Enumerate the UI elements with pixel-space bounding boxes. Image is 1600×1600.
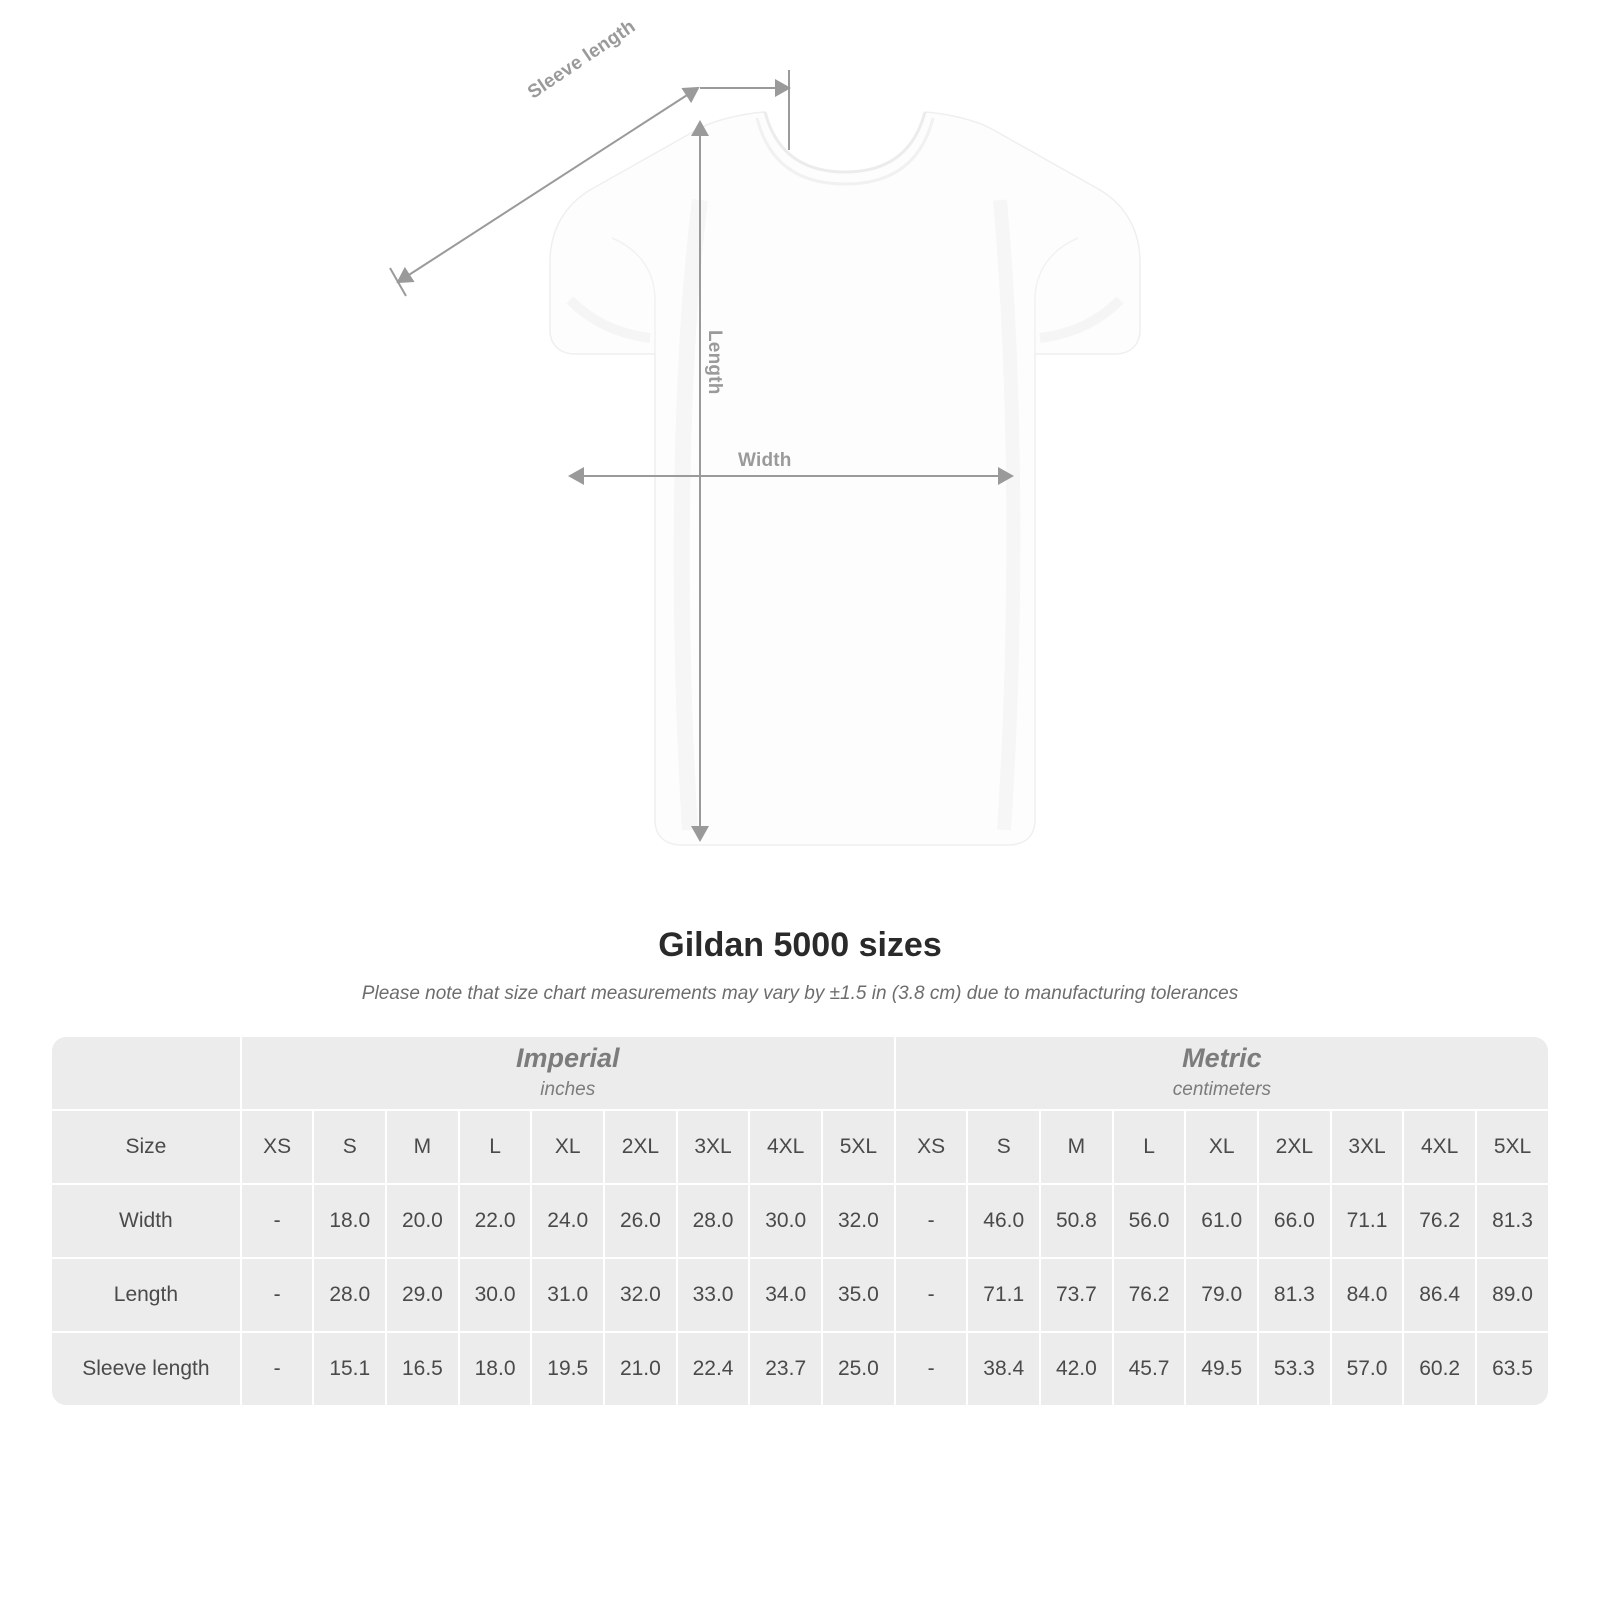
cell-width-metric-s: 46.0 bbox=[968, 1185, 1039, 1257]
cell-length-imperial-3xl: 33.0 bbox=[678, 1259, 749, 1331]
metric-title: Metric bbox=[1182, 1042, 1262, 1073]
cell-width-imperial-3xl: 28.0 bbox=[678, 1185, 749, 1257]
cell-length-metric-l: 76.2 bbox=[1114, 1259, 1185, 1331]
cell-sleeve-metric-xs: - bbox=[896, 1333, 967, 1405]
cell-length-imperial-m: 29.0 bbox=[387, 1259, 458, 1331]
cell-length-metric-xs: - bbox=[896, 1259, 967, 1331]
size-header-row bbox=[52, 1111, 1548, 1183]
table-row bbox=[52, 1185, 1548, 1257]
cell-sleeve-imperial-2xl: 21.0 bbox=[605, 1333, 676, 1405]
unit-header-row bbox=[52, 1037, 1548, 1109]
col-head-imperial-m: M bbox=[387, 1111, 458, 1183]
tshirt-shape bbox=[550, 112, 1140, 845]
sleeve-length-label: Sleeve length bbox=[524, 16, 640, 104]
cell-width-metric-xl: 61.0 bbox=[1186, 1185, 1257, 1257]
col-head-imperial-xs: XS bbox=[242, 1111, 313, 1183]
col-head-metric-xs: XS bbox=[896, 1111, 967, 1183]
cell-sleeve-imperial-3xl: 22.4 bbox=[678, 1333, 749, 1405]
cell-width-imperial-xl: 24.0 bbox=[532, 1185, 603, 1257]
table-row bbox=[52, 1333, 1548, 1405]
page-title: Gildan 5000 sizes bbox=[658, 926, 942, 964]
cell-length-metric-s: 71.1 bbox=[968, 1259, 1039, 1331]
length-label: Length bbox=[704, 330, 725, 395]
cell-length-imperial-l: 30.0 bbox=[460, 1259, 531, 1331]
metric-subtitle: centimeters bbox=[1172, 1078, 1271, 1100]
col-head-metric-l: L bbox=[1114, 1111, 1185, 1183]
col-head-imperial-5xl: 5XL bbox=[823, 1111, 894, 1183]
cell-width-imperial-m: 20.0 bbox=[387, 1185, 458, 1257]
unit-header-metric bbox=[896, 1037, 1548, 1109]
col-head-imperial-s: S bbox=[314, 1111, 385, 1183]
col-head-metric-4xl: 4XL bbox=[1404, 1111, 1475, 1183]
col-head-imperial-4xl: 4XL bbox=[750, 1111, 821, 1183]
width-label: Width bbox=[738, 450, 792, 471]
cell-length-imperial-xs: - bbox=[242, 1259, 313, 1331]
cell-width-imperial-5xl: 32.0 bbox=[823, 1185, 894, 1257]
col-head-metric-3xl: 3XL bbox=[1332, 1111, 1403, 1183]
cell-width-imperial-l: 22.0 bbox=[460, 1185, 531, 1257]
cell-sleeve-metric-5xl: 63.5 bbox=[1477, 1333, 1548, 1405]
cell-sleeve-metric-3xl: 57.0 bbox=[1332, 1333, 1403, 1405]
col-head-metric-xl: XL bbox=[1186, 1111, 1257, 1183]
col-head-imperial-xl: XL bbox=[532, 1111, 603, 1183]
cell-sleeve-metric-xl: 49.5 bbox=[1186, 1333, 1257, 1405]
cell-length-metric-2xl: 81.3 bbox=[1259, 1259, 1330, 1331]
col-head-imperial-l: L bbox=[460, 1111, 531, 1183]
row-label-sleeve-length: Sleeve length bbox=[52, 1333, 240, 1405]
cell-width-metric-4xl: 76.2 bbox=[1404, 1185, 1475, 1257]
cell-width-metric-m: 50.8 bbox=[1041, 1185, 1112, 1257]
cell-length-imperial-4xl: 34.0 bbox=[750, 1259, 821, 1331]
col-head-metric-5xl: 5XL bbox=[1477, 1111, 1548, 1183]
cell-sleeve-metric-l: 45.7 bbox=[1114, 1333, 1185, 1405]
cell-length-imperial-s: 28.0 bbox=[314, 1259, 385, 1331]
col-head-metric-s: S bbox=[968, 1111, 1039, 1183]
tolerance-note: Please note that size chart measurements may vary by ±1.5 in (3.8 cm) due to manufacturing tolerances bbox=[361, 983, 1239, 1004]
cell-sleeve-imperial-l: 18.0 bbox=[460, 1333, 531, 1405]
cell-sleeve-imperial-xl: 19.5 bbox=[532, 1333, 603, 1405]
cell-width-metric-xs: - bbox=[896, 1185, 967, 1257]
cell-sleeve-imperial-s: 15.1 bbox=[314, 1333, 385, 1405]
cell-length-imperial-xl: 31.0 bbox=[532, 1259, 603, 1331]
cell-sleeve-metric-2xl: 53.3 bbox=[1259, 1333, 1330, 1405]
cell-width-metric-5xl: 81.3 bbox=[1477, 1185, 1548, 1257]
cell-length-metric-xl: 79.0 bbox=[1186, 1259, 1257, 1331]
cell-length-metric-3xl: 84.0 bbox=[1332, 1259, 1403, 1331]
cell-sleeve-imperial-5xl: 25.0 bbox=[823, 1333, 894, 1405]
row-label-width: Width bbox=[52, 1185, 240, 1257]
cell-length-metric-m: 73.7 bbox=[1041, 1259, 1112, 1331]
table-row bbox=[52, 1259, 1548, 1331]
cell-length-imperial-5xl: 35.0 bbox=[823, 1259, 894, 1331]
cell-sleeve-imperial-xs: - bbox=[242, 1333, 313, 1405]
imperial-subtitle: inches bbox=[540, 1078, 596, 1100]
cell-length-metric-5xl: 89.0 bbox=[1477, 1259, 1548, 1331]
cell-sleeve-metric-m: 42.0 bbox=[1041, 1333, 1112, 1405]
size-table-wrapper bbox=[50, 1035, 1550, 1407]
cell-sleeve-metric-4xl: 60.2 bbox=[1404, 1333, 1475, 1405]
cell-width-metric-3xl: 71.1 bbox=[1332, 1185, 1403, 1257]
col-head-metric-2xl: 2XL bbox=[1259, 1111, 1330, 1183]
col-head-metric-m: M bbox=[1041, 1111, 1112, 1183]
cell-width-metric-l: 56.0 bbox=[1114, 1185, 1185, 1257]
cell-sleeve-imperial-m: 16.5 bbox=[387, 1333, 458, 1405]
cell-width-metric-2xl: 66.0 bbox=[1259, 1185, 1330, 1257]
cell-width-imperial-s: 18.0 bbox=[314, 1185, 385, 1257]
size-header-cell: Size bbox=[52, 1111, 240, 1183]
chart-header bbox=[0, 926, 1600, 1005]
unit-header-imperial bbox=[242, 1037, 894, 1109]
cell-sleeve-imperial-4xl: 23.7 bbox=[750, 1333, 821, 1405]
unit-header-spacer bbox=[52, 1037, 240, 1109]
cell-length-imperial-2xl: 32.0 bbox=[605, 1259, 676, 1331]
cell-sleeve-metric-s: 38.4 bbox=[968, 1333, 1039, 1405]
size-table bbox=[50, 1035, 1550, 1407]
cell-width-imperial-xs: - bbox=[242, 1185, 313, 1257]
cell-length-metric-4xl: 86.4 bbox=[1404, 1259, 1475, 1331]
col-head-imperial-2xl: 2XL bbox=[605, 1111, 676, 1183]
row-label-length: Length bbox=[52, 1259, 240, 1331]
cell-width-imperial-4xl: 30.0 bbox=[750, 1185, 821, 1257]
col-head-imperial-3xl: 3XL bbox=[678, 1111, 749, 1183]
imperial-title: Imperial bbox=[515, 1042, 620, 1073]
cell-width-imperial-2xl: 26.0 bbox=[605, 1185, 676, 1257]
